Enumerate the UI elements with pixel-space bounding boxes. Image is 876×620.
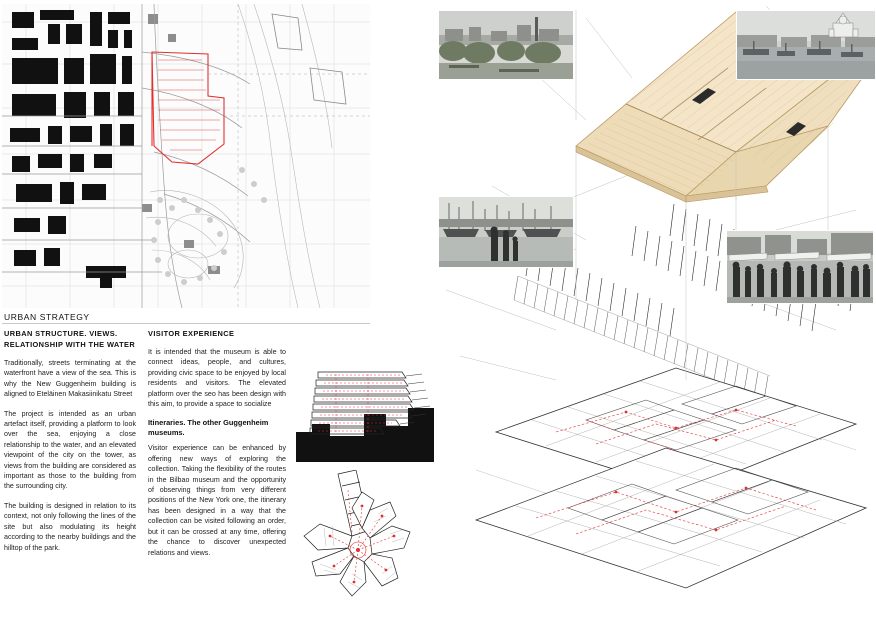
- paragraph: Traditionally, streets terminating at the waterfront have a view of the sea. This is why the New Guggenheim building is aligned to Eteläinen Makasiinikatu Street: [4, 359, 136, 399]
- building-section-diagram: [296, 362, 434, 462]
- paragraph: It is intended that the museum is able to connect ideas, people, and cultures, providing civic space to be enjoyed by local residents and visitors. The elevated platform over the seo has been design with this aim, to provide a space to socialize: [148, 348, 286, 409]
- heading-urban-structure: URBAN STRUCTURE. VIEWS. RELATIONSHIP WITH THE WATER: [4, 329, 136, 349]
- text-column-right: [148, 328, 286, 567]
- page-title: URBAN STRATEGY: [4, 312, 90, 322]
- photo-market-crowd: [726, 230, 874, 304]
- paragraph: Visitor experience can be enhanced by offering new ways of exploring the collection. Taking the flexibility of the routes in the Bilbao museum and the opportunity of observing things from very different positions of the New York one, the itinerary has been designed in a way that the collection can be visited following an order, but it can be crossed at any time, offering the chance to discover unexpected relations and views.: [148, 444, 286, 557]
- heading-itineraries: Itineraries. The other Guggenheim museums.: [148, 418, 269, 438]
- paragraph: The building is designed in relation to its context, not only following the lines of the site but also modulating its height according to the nearby buildings and the hilltop of the park.: [4, 501, 136, 552]
- photo-boats-figures: [438, 196, 574, 268]
- right-column: [436, 0, 876, 615]
- photo-harbour-cathedral: [736, 10, 876, 80]
- photo-park-waterfront: [438, 10, 574, 80]
- site-plan-drawing: [2, 4, 370, 308]
- title-divider: [2, 323, 370, 324]
- paragraph: The project is intended as an urban artefact itself, providing a platform to look over the sea, enjoying a close relationship to the water, and an elevated viewpoint of the city on the tower, as views from the building are considered as important as those to the building from the surrounding city.: [4, 409, 136, 491]
- left-column: [0, 0, 372, 615]
- heading-visitor-experience: VISITOR EXPERIENCE: [148, 329, 235, 338]
- itinerary-plan-diagram: [296, 470, 434, 610]
- exploded-axonometric-drawing: [436, 0, 876, 615]
- text-column-left: [4, 328, 136, 562]
